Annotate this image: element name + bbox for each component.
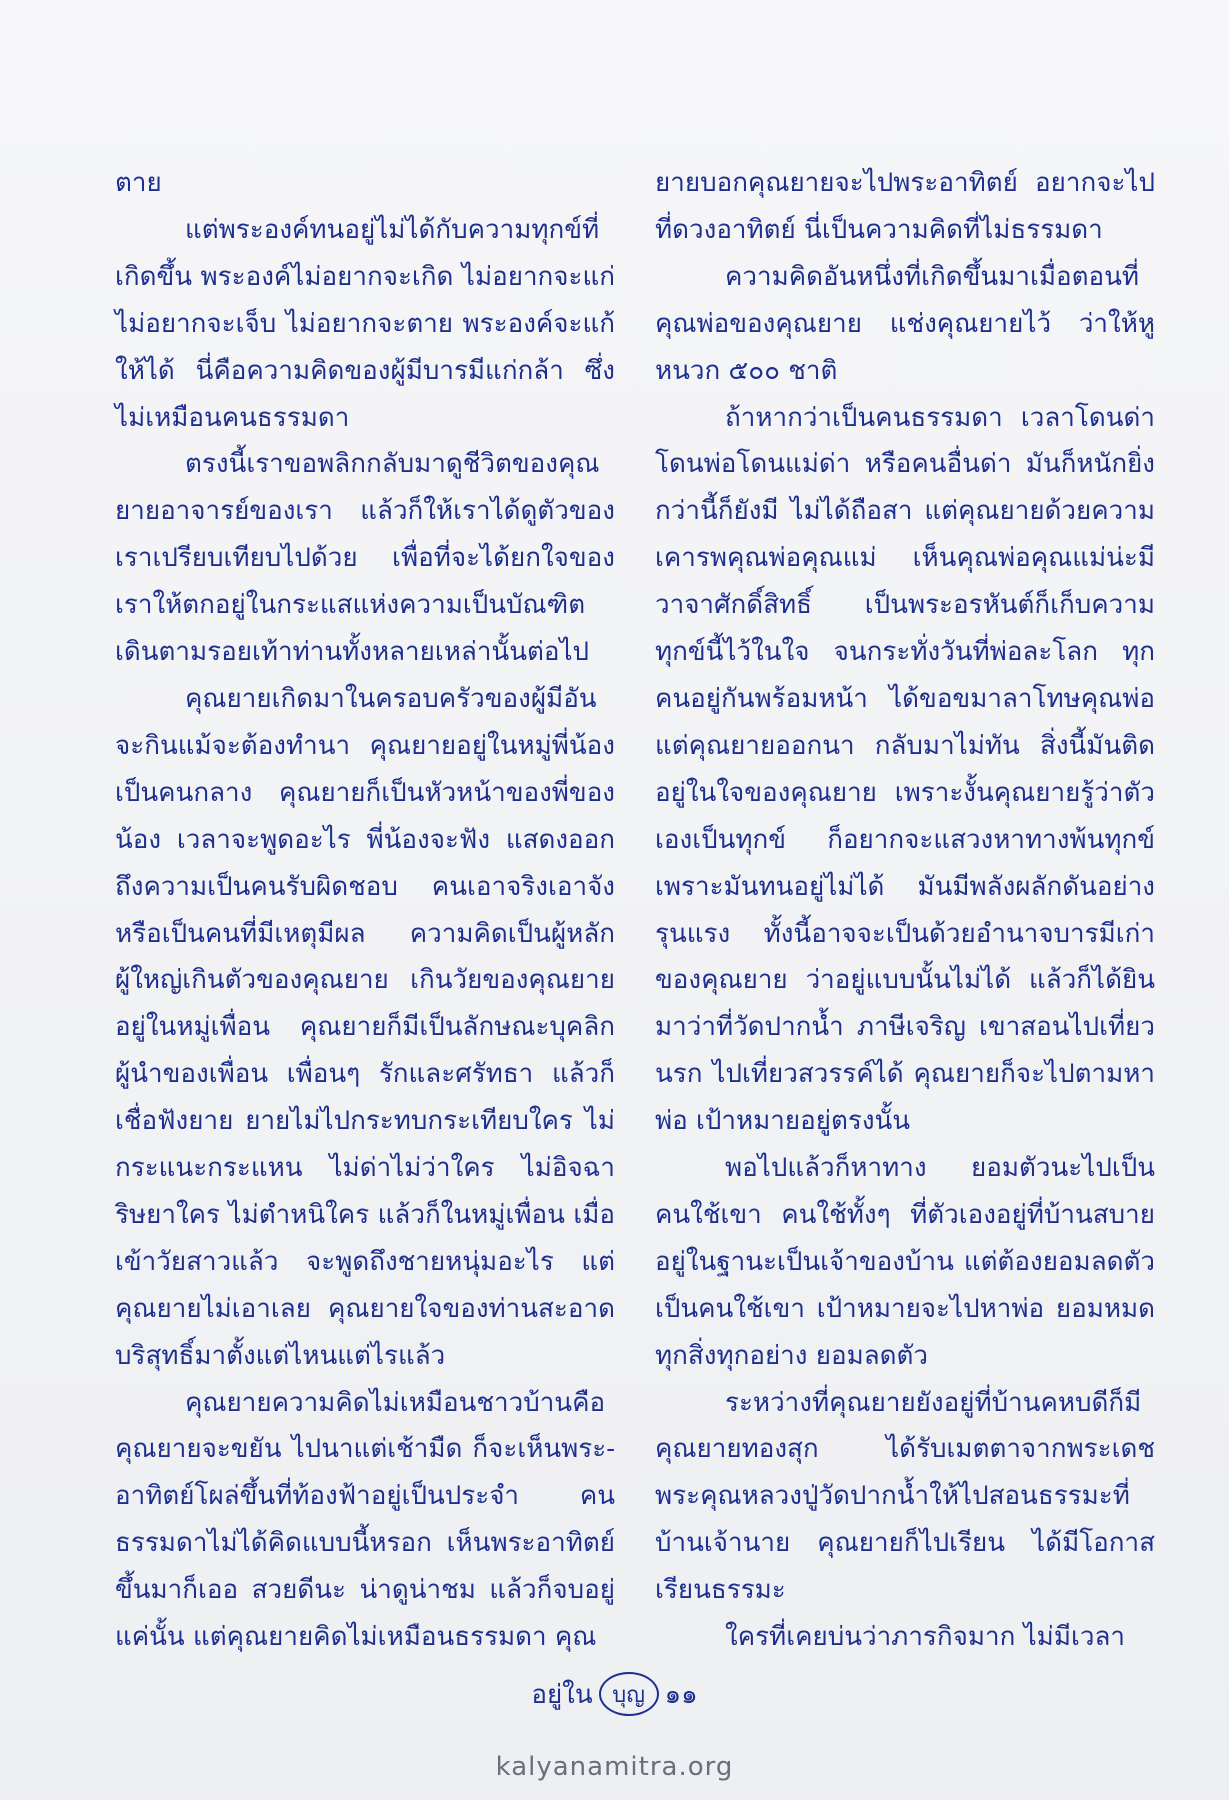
magazine-name: อยู่ใน xyxy=(531,1679,593,1710)
paragraph: ตรงนี้เราขอพลิกกลับมาดูชีวิตของคุณยายอาจารย์ของเรา แล้วก็ให้เราได้ดูตัวของเราเปรียบเทียบไปด้วย เพื่อที่จะได้ยกใจของเราให้ตกอยู่ในกระแสแห่งความเป็นบัณฑิต เดินตามรอยเท้าท่านทั้งหลายเหล่านั้นต่อไป xyxy=(115,449,615,668)
paragraph: คุณยายความคิดไม่เหมือนชาวบ้านคือคุณยายจะขยัน ไปนาแต่เช้ามืด ก็จะเห็นพระ-อาทิตย์โผล่ขึ้นที่ท้องฟ้าอยู่เป็นประจำ คนธรรมดาไม่ได้คิดแบบนี้หรอก เห็นพระอาทิตย์ขึ้นมาก็เออ สวยดีนะ น่าดูน่าชม แล้วก็จบอยู่แค่นั้น แต่คุณยายคิดไม่เหมือนธรรมดา คุณ xyxy=(115,1387,615,1653)
paragraph: แต่พระองค์ทนอยู่ไม่ได้กับความทุกข์ที่เกิดขึ้น พระองค์ไม่อยากจะเกิด ไม่อยากจะแก่ ไม่อยากจะเจ็บ ไม่อยากจะตาย พระองค์จะแก้ให้ได้ นี่คือความคิดของผู้มีบารมีแก่กล้า ซึ่งไม่เหมือนคนธรรมดา xyxy=(115,214,615,433)
paragraph: ถ้าหากว่าเป็นคนธรรมดา เวลาโดนด่าโดนพ่อโดนแม่ด่า หรือคนอื่นด่า มันก็หนักยิ่งกว่านี้ก็ยังมี ไม่ได้ถือสา แต่คุณยายด้วยความเคารพคุณพ่อคุณแม่ เห็นคุณพ่อคุณแม่น่ะมีวาจาศักดิ์สิทธิ์ เป็นพระอรหันต์ก็เก็บความทุกข์นี้ไว้ในใจ จนกระทั่งวันที่พ่อละโลก ทุกคนอยู่กันพร้อมหน้า ได้ขอขมาลาโทษคุณพ่อแต่คุณยายออกนา กลับมาไม่ทัน สิ่งนี้มันติดอยู่ในใจของคุณยาย เพราะงั้นคุณยายรู้ว่าตัวเองเป็นทุกข์ ก็อยากจะแสวงหาทางพ้นทุกข์เพราะมันทนอยู่ไม่ได้ มันมีพลังผลักดันอย่างรุนแรง ทั้งนี้อาจจะเป็นด้วยอำนาจบารมีเก่าของคุณยาย ว่าอยู่แบบนั้นไม่ได้ แล้วก็ได้ยินมาว่าที่วัดปากน้ำ ภาษีเจริญ เขาสอนไปเที่ยวนรก ไปเที่ยวสวรรค์ได้ คุณยายก็จะไปตามหาพ่อ เป้าหมายอยู่ตรงนั้น xyxy=(655,402,1155,1137)
website-watermark: kalyanamitra.org xyxy=(495,1752,734,1782)
paragraph: ใครที่เคยบ่นว่าภารกิจมาก ไม่มีเวลา xyxy=(725,1622,1125,1653)
magazine-logo-badge: บุญ xyxy=(599,1672,659,1716)
page-footer xyxy=(0,1668,1229,1720)
paragraph: คุณยายเกิดมาในครอบครัวของผู้มีอันจะกินแม้จะต้องทำนา คุณยายอยู่ในหมู่พี่น้อง เป็นคนกลาง คุณยายก็เป็นหัวหน้าของพี่ของน้อง เวลาจะพูดอะไร พี่น้องจะฟัง แสดงออกถึงความเป็นคนรับผิดชอบ คนเอาจริงเอาจัง หรือเป็นคนที่มีเหตุมีผล ความคิดเป็นผู้หลักผู้ใหญ่เกินตัวของคุณยาย เกินวัยของคุณยาย อยู่ในหมู่เพื่อน คุณยายก็มีเป็นลักษณะบุคลิกผู้นำของเพื่อน เพื่อนๆ รักและศรัทธา แล้วก็เชื่อฟังยาย ยายไม่ไปกระทบกระเทียบใคร ไม่กระแนะกระแหน ไม่ด่าไม่ว่าใคร ไม่อิจฉาริษยาใคร ไม่ตำหนิใคร แล้วก็ในหมู่เพื่อน เมื่อเข้าวัยสาวแล้ว จะพูดถึงชายหนุ่มอะไร แต่คุณยายไม่เอาเลย คุณยายใจของท่านสะอาดบริสุทธิ์มาตั้งแต่ไหนแต่ไรแล้ว xyxy=(115,683,615,1371)
right-column xyxy=(655,160,1155,1661)
page-number: ๑๑ xyxy=(664,1679,698,1710)
paragraph: ยายบอกคุณยายจะไปพระอาทิตย์ อยากจะไปที่ดวงอาทิตย์ นี่เป็นความคิดที่ไม่ธรรมดา xyxy=(655,168,1155,245)
paragraph: ระหว่างที่คุณยายยังอยู่ที่บ้านคหบดีก็มีคุณยายทองสุก ได้รับเมตตาจากพระเดชพระคุณหลวงปู่วัดปากน้ำให้ไปสอนธรรมะที่บ้านเจ้านาย คุณยายก็ไปเรียน ได้มีโอกาสเรียนธรรมะ xyxy=(655,1387,1155,1606)
paragraph: ตาย xyxy=(115,168,162,198)
paragraph: พอไปแล้วก็หาทาง ยอมตัวนะไปเป็นคนใช้เขา คนใช้ทั้งๆ ที่ตัวเองอยู่ที่บ้านสบายอยู่ในฐานะเป็นเจ้าของบ้าน แต่ต้องยอมลดตัวเป็นคนใช้เขา เป้าหมายจะไปหาพ่อ ยอมหมดทุกสิ่งทุกอย่าง ยอมลดตัว xyxy=(655,1153,1155,1371)
left-column xyxy=(115,160,615,1661)
paragraph: ความคิดอันหนึ่งที่เกิดขึ้นมาเมื่อตอนที่คุณพ่อของคุณยาย แช่งคุณยายไว้ ว่าให้หูหนวก ๕๐๐ ชาติ xyxy=(655,261,1155,386)
